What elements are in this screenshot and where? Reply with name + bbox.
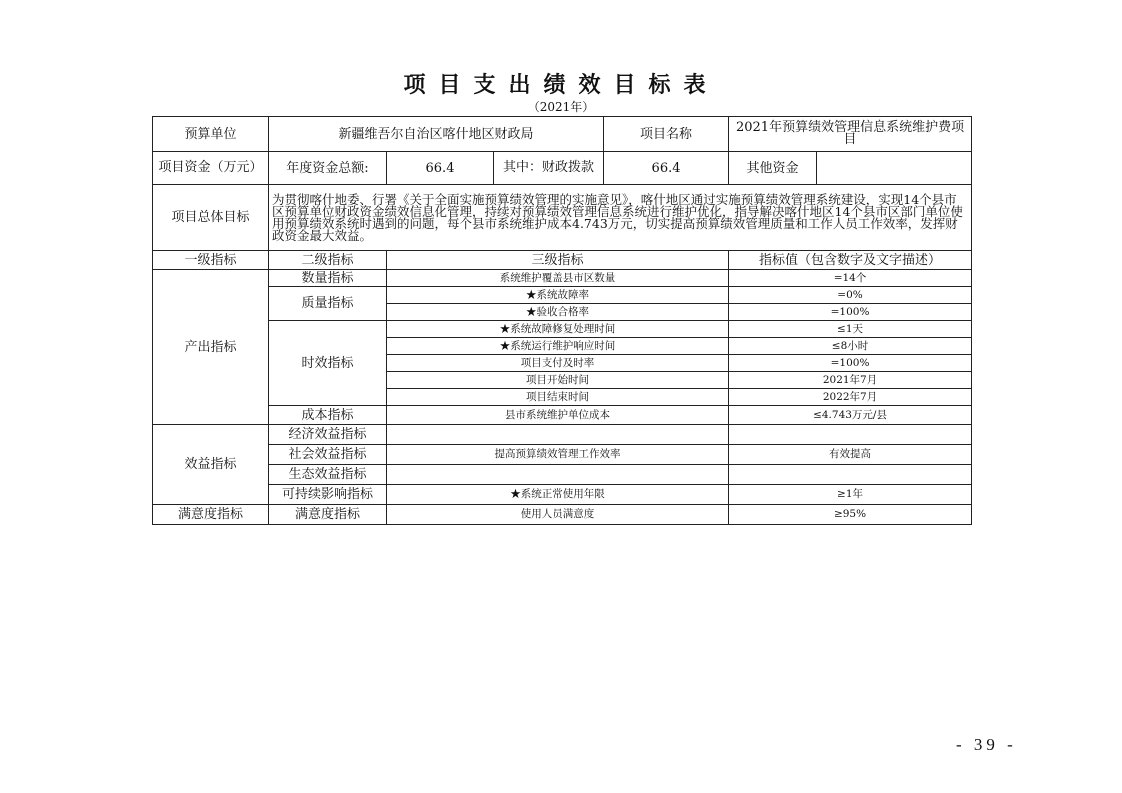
timeliness-indicators-label: 时效指标: [269, 321, 387, 406]
row-overall-goal: [153, 185, 972, 251]
table-row: [153, 425, 972, 445]
col-header-level3: 三级指标: [387, 251, 729, 270]
indicator-name: 提高预算绩效管理工作效率: [387, 445, 729, 465]
budget-unit-label: 预算单位: [153, 117, 269, 152]
indicator-name: 系统维护覆盖县市区数量: [387, 270, 729, 287]
indicator-name: 项目开始时间: [387, 372, 729, 389]
indicator-value: =100%: [729, 304, 972, 321]
indicator-value: 2022年7月: [729, 389, 972, 406]
indicator-value: ≤4.743万元/县: [729, 406, 972, 425]
satisfaction-sub-label: 满意度指标: [269, 505, 387, 525]
row-budget-unit: [153, 117, 972, 152]
col-header-level2: 二级指标: [269, 251, 387, 270]
sustainable-impact-label: 可持续影响指标: [269, 485, 387, 505]
benefit-indicators-label: 效益指标: [153, 425, 269, 505]
satisfaction-indicators-label: 满意度指标: [153, 505, 269, 525]
project-name-label: 项目名称: [604, 117, 729, 152]
indicator-name: 使用人员满意度: [387, 505, 729, 525]
indicator-name: 项目结束时间: [387, 389, 729, 406]
indicator-value: =14个: [729, 270, 972, 287]
row-column-headers: [153, 251, 972, 270]
indicator-value: ≤1天: [729, 321, 972, 338]
indicator-name: ★系统运行维护响应时间: [387, 338, 729, 355]
page-title: 项目支出绩效目标表: [403, 73, 719, 98]
other-funds-label: 其他资金: [729, 152, 817, 185]
indicator-name: ★验收合格率: [387, 304, 729, 321]
fiscal-allocation-value: 66.4: [604, 152, 729, 185]
table-row: [153, 287, 972, 304]
year-subtitle: （2021年）: [527, 100, 595, 114]
col-header-value: 指标值（包含数字及文字描述）: [729, 251, 972, 270]
fiscal-allocation-label: 其中：财政拨款: [494, 152, 604, 185]
funds-label: 项目资金（万元）: [153, 152, 269, 185]
page-number: - 39 -: [956, 735, 1017, 754]
indicator-name: 项目支付及时率: [387, 355, 729, 372]
indicator-value: ≥1年: [729, 485, 972, 505]
table-row: [153, 406, 972, 425]
cost-indicators-label: 成本指标: [269, 406, 387, 425]
annual-total-value: 66.4: [387, 152, 494, 185]
indicator-value: =0%: [729, 287, 972, 304]
annual-total-label: 年度资金总额:: [269, 152, 387, 185]
table-row: [153, 270, 972, 287]
economic-benefit-label: 经济效益指标: [269, 425, 387, 445]
social-benefit-label: 社会效益指标: [269, 445, 387, 465]
table-row: [153, 505, 972, 525]
overall-goal-text: 为贯彻喀什地委、行署《关于全面实施预算绩效管理的实施意见》，喀什地区通过实施预算绩效管理系统建设，实现14个县市区预算单位财政资金绩效信息化管理，持续对预算绩效管理信息系统进行维护优化，指导解决喀什地区14个县市区部门单位使用预算绩效系统时遇到的问题，每个县市系统维护成本4.743万元，切实提高预算绩效管理质量和工作人员工作效率，发挥财政资金最大效益。: [269, 185, 972, 251]
indicator-value: [729, 425, 972, 445]
table-row: [153, 321, 972, 338]
indicator-name: [387, 465, 729, 485]
indicator-value: =100%: [729, 355, 972, 372]
project-name-value: 2021年预算绩效管理信息系统维护费项目: [729, 117, 972, 152]
indicator-value: ≤8小时: [729, 338, 972, 355]
indicator-value: ≥95%: [729, 505, 972, 525]
quantity-indicators-label: 数量指标: [269, 270, 387, 287]
overall-goal-label: 项目总体目标: [153, 185, 269, 251]
table-row: [153, 445, 972, 465]
table-row: [153, 465, 972, 485]
output-indicators-label: 产出指标: [153, 270, 269, 425]
indicator-name: ★系统正常使用年限: [387, 485, 729, 505]
indicator-name: ★系统故障修复处理时间: [387, 321, 729, 338]
other-funds-value: [817, 152, 972, 185]
table-row: [153, 485, 972, 505]
row-funds: [153, 152, 972, 185]
indicator-value: [729, 465, 972, 485]
indicator-name: [387, 425, 729, 445]
quality-indicators-label: 质量指标: [269, 287, 387, 321]
indicator-value: 2021年7月: [729, 372, 972, 389]
indicator-name: ★系统故障率: [387, 287, 729, 304]
ecological-benefit-label: 生态效益指标: [269, 465, 387, 485]
indicator-value: 有效提高: [729, 445, 972, 465]
budget-unit-value: 新疆维吾尔自治区喀什地区财政局: [269, 117, 604, 152]
indicator-name: 县市系统维护单位成本: [387, 406, 729, 425]
col-header-level1: 一级指标: [153, 251, 269, 270]
performance-target-table: [152, 116, 972, 525]
